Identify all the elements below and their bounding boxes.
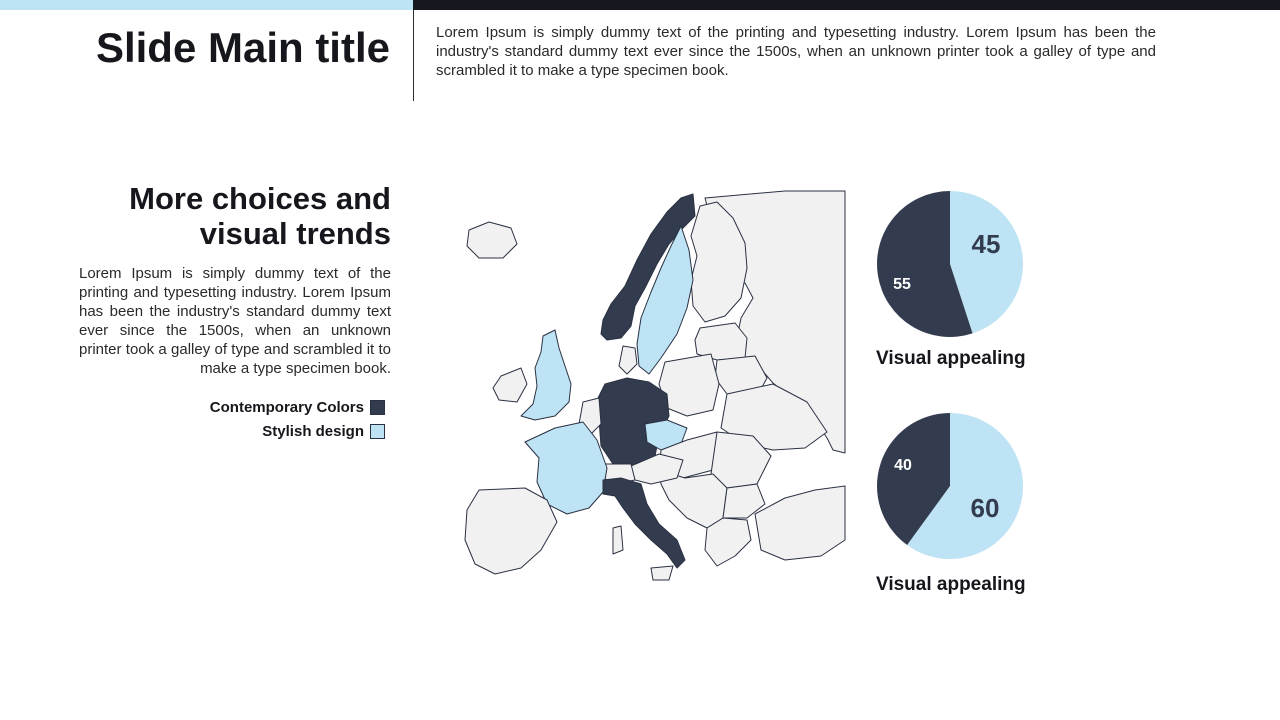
legend-swatch-dark <box>370 400 385 415</box>
legend-item-contemporary <box>210 398 385 416</box>
slide-main-title: Slide Main title <box>95 24 390 71</box>
legend-swatch-light <box>370 424 385 439</box>
map-region-denmark <box>619 346 637 374</box>
map-region-sardinia <box>613 526 623 554</box>
map-region-iceland <box>467 222 517 258</box>
section-title: More choices and visual trends <box>129 181 391 251</box>
map-region-baltics <box>695 323 747 360</box>
pie1-caption: Visual appealing <box>876 348 1026 369</box>
map-region-iberia <box>465 488 557 574</box>
pie-chart-2 <box>875 411 1025 561</box>
map-region-ireland <box>493 368 527 402</box>
header-description: Lorem Ipsum is simply dummy text of the printing and typesetting industry. Lorem Ipsum has been the industry's standard dummy text ever since the 1500s, when an unknown printer took a galley of type and scrambled it to make a type specimen book. <box>436 24 1156 79</box>
legend-label: Contemporary Colors <box>209 398 364 416</box>
pie-chart-1 <box>875 189 1025 339</box>
header-divider <box>413 10 414 101</box>
map-region-sicily <box>651 566 673 580</box>
pie2-label-light: 60 <box>970 493 1000 523</box>
europe-map <box>455 188 847 588</box>
map-region-greece <box>705 518 751 566</box>
pie2-caption: Visual appealing <box>876 574 1026 595</box>
map-region-uk <box>521 330 571 420</box>
legend-item-stylish <box>262 422 385 440</box>
legend-label: Stylish design <box>262 422 364 440</box>
pie2-label-dark: 40 <box>894 457 912 474</box>
top-accent-bar-dark <box>413 0 1280 10</box>
pie1-label-light: 45 <box>971 229 1001 259</box>
top-accent-bar-light <box>0 0 413 10</box>
pie1-label-dark: 55 <box>893 276 911 293</box>
map-region-turkey <box>755 486 845 560</box>
section-description: Lorem Ipsum is simply dummy text of the printing and typesetting industry. Lorem Ipsum has been the industry's standard dummy text ever since the 1500s, when an unknown printer took a galley of type and scrambled it to make a type specimen book. <box>79 265 391 377</box>
